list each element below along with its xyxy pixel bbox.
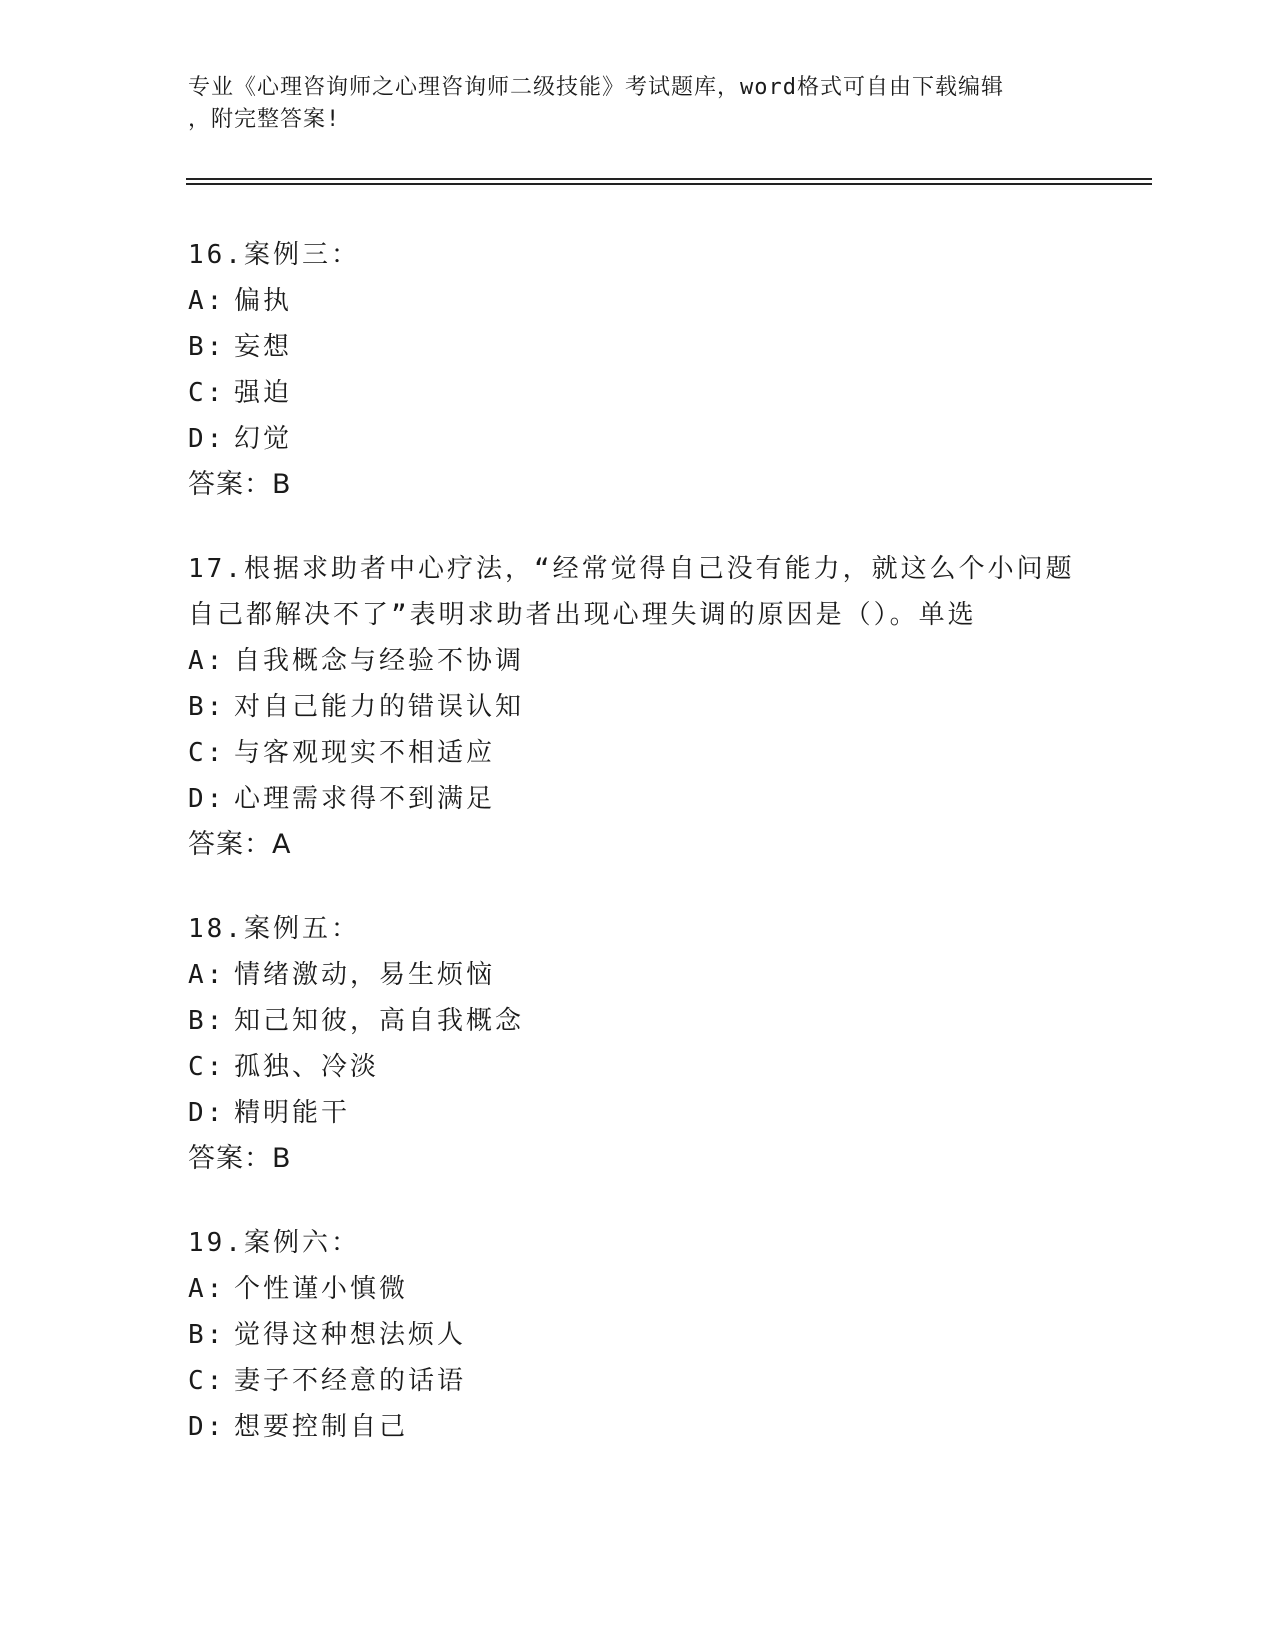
answer-line: 答案：B [188,1143,292,1174]
option-key: D: [188,424,226,454]
answer-line: 答案：A [188,829,292,860]
header-line-1: 专业《心理咨询师之心理咨询师二级技能》考试题库，word格式可自由下载编辑 [188,75,1004,100]
header-line-2: ，附完整答案! [188,107,341,132]
question-list [188,232,1088,1488]
option-text: 心理需求得不到满足 [234,784,496,814]
question-title: 18.案例五： [188,914,360,944]
question-title-line-2: 自己都解决不了”表明求助者出现心理失调的原因是（）。单选 [188,600,977,630]
option-key: C: [188,1052,226,1082]
answer-line: 答案：B [188,469,292,500]
header-divider-bottom [186,183,1152,185]
option-key: D: [188,784,226,814]
option-b [188,324,1088,370]
option-text: 情绪激动，易生烦恼 [234,960,496,990]
option-b [188,998,1088,1044]
question-title-line-1: 17.根据求助者中心疗法，“经常觉得自己没有能力，就这么个小问题 [188,554,1075,584]
option-text: 个性谨小慎微 [234,1274,409,1304]
question-18 [188,906,1088,1182]
option-a [188,952,1088,998]
question-title: 16.案例三： [188,240,360,270]
option-d [188,776,1088,822]
option-key: A: [188,1274,226,1304]
option-text: 想要控制自己 [234,1412,409,1442]
option-key: B: [188,692,226,722]
option-key: C: [188,1366,226,1396]
option-key: A: [188,646,226,676]
option-a [188,638,1088,684]
option-c [188,1044,1088,1090]
option-text: 觉得这种想法烦人 [234,1320,467,1350]
option-text: 妄想 [234,332,293,362]
option-b [188,1312,1088,1358]
option-text: 强迫 [234,378,293,408]
document-header [188,72,1068,136]
question-19 [188,1220,1088,1450]
option-b [188,684,1088,730]
option-a [188,1266,1088,1312]
option-text: 自我概念与经验不协调 [234,646,525,676]
option-text: 幻觉 [234,424,293,454]
option-text: 知己知彼，高自我概念 [234,1006,525,1036]
option-key: A: [188,960,226,990]
option-key: C: [188,738,226,768]
option-a [188,278,1088,324]
option-key: D: [188,1412,226,1442]
option-key: A: [188,286,226,316]
option-key: B: [188,332,226,362]
option-text: 妻子不经意的话语 [234,1366,467,1396]
option-c [188,730,1088,776]
option-key: C: [188,378,226,408]
option-d [188,1404,1088,1450]
question-title: 19.案例六： [188,1228,360,1258]
option-text: 偏执 [234,286,293,316]
question-16 [188,232,1088,508]
option-d [188,416,1088,462]
option-key: D: [188,1098,226,1128]
option-key: B: [188,1320,226,1350]
option-c [188,370,1088,416]
option-text: 孤独、冷淡 [234,1052,380,1082]
option-text: 对自己能力的错误认知 [234,692,525,722]
option-key: B: [188,1006,226,1036]
option-d [188,1090,1088,1136]
header-divider-top [186,178,1152,180]
option-text: 精明能干 [234,1098,351,1128]
question-17 [188,546,1088,868]
option-c [188,1358,1088,1404]
option-text: 与客观现实不相适应 [234,738,496,768]
